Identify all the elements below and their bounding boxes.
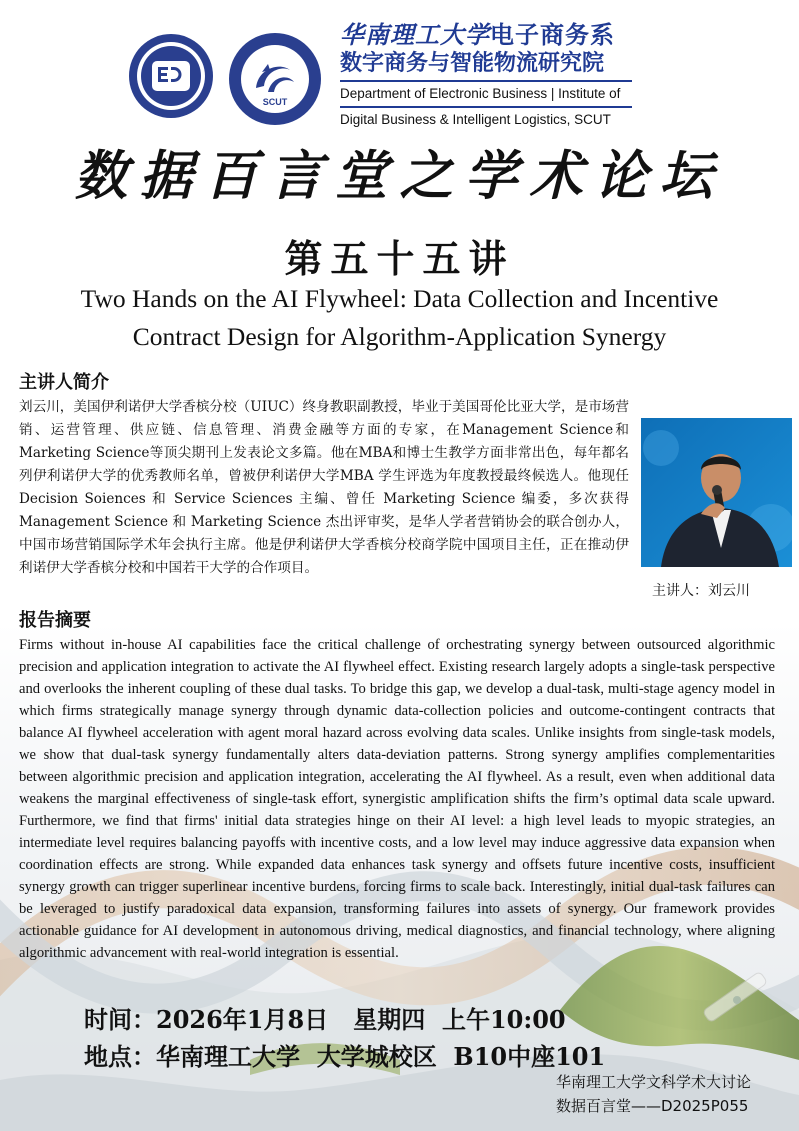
event-time <box>84 1000 566 1035</box>
footer-line1: 华南理工大学文科学术大讨论 <box>556 1073 752 1091</box>
forum-title: 数据百言堂之学术论坛 <box>74 146 725 207</box>
institute-name-en-line2: Digital Business & Intelligent Logistics, SCUT <box>340 112 611 127</box>
school-name: 华南理工大学 <box>340 20 490 49</box>
institution-block <box>340 20 640 130</box>
speaker-heading: 主讲人简介 <box>19 372 109 393</box>
speaker-photo <box>641 418 792 567</box>
institute-logo-text: SCUT <box>262 97 288 107</box>
divider <box>340 80 632 82</box>
time-value: 2026年1月8日 星期四 上午10:00 <box>156 1005 566 1034</box>
time-label: 时间： <box>84 1005 156 1034</box>
abstract-text: Firms without in-house AI capabilities face the critical challenge of orchestrating synergy between outsourced algorithmic precision and application integration to activate the AI flywheel effect. Existing research largely adopts a single-task perspective and overlooks the inherent coupling of these dual tasks. To bridge this gap, we develop a dual-task, multi-stage agency model in which firms strategically manage synergy through dynamic data-collection policies and outcome-contingent contracts that balance AI flywheel acceleration with agent moral hazard across evolving data scales. Unlike insights from single-task models, we show that dual-task synergy fundamentally alters data-deviation patterns. Strong synergy amplifies complementarities between algorithmic precision and application integration, accelerating the AI flywheel. As a result, even when additional data weakens the marginal effectiveness of single-task effort, synergistic amplification shifts the firm’s optimal data scale upward. Furthermore, we find that firms' initial data strategies hinge on their AI level: a high level leads to myopic strategies, an intermediate level requires balancing payoffs with incentive costs, and a low level may induce aggressive data expansion when coordination effects are strong. While expanded data enhances task synergy and offsets future incentive costs, insufficient synergy growth can trigger superlinear incentive burdens, forcing firms to scale back. Interestingly, initial dual-task failures can be leveraged to justify paradoxical data expansion, transforming failures into assets of synergy. Our framework provides actionable guidance for AI development in autonomous driving, medical diagnostics, and financial technology, where aligning algorithmic advancement with real-world integration is essential. <box>19 637 775 961</box>
talk-title-line1: Two Hands on the AI Flywheel: Data Collection and Incentive <box>80 284 719 313</box>
speaker-caption: 主讲人：刘云川 <box>652 583 750 599</box>
footer-line2: 数据百言堂——D2025P055 <box>556 1097 749 1115</box>
institute-name-cn: 数字商务与智能物流研究院 <box>340 51 605 76</box>
talk-title-line2: Contract Design for Algorithm-Application Synergy <box>132 322 667 351</box>
place-label: 地点： <box>84 1042 156 1071</box>
speaker-bio: 刘云川，美国伊利诺伊大学香槟分校（UIUC）终身教职副教授，毕业于美国哥伦比亚大学，是市场营销、运营管理、供应链、信息管理、消费金融等方面的专家，在Management Science和Marketing Science等顶尖期刊上发表论文多篇。他在MBA和博士生教学方面非常出色，每年都名列伊利诺伊大学的优秀教师名单，曾被伊利诺伊大学MBA 学生评选为年度教授最终候选人。他现任Decision Soiences 和 Service Sciences 主编、曾任 Marketing Science 编委，多次获得Management Science 和 Marketing Science 杰出评审奖，是华人学者营销协会的联合创办人，中国市场营销国际学术年会执行主席。他是伊利诺伊大学香槟分校商学院中国项目主任，正在推动伊利诺伊大学香槟分校和中国若干大学的合作项目。 <box>19 399 629 576</box>
lecture-number: 第五十五讲 <box>284 236 515 281</box>
department-name: 电子商务系 <box>490 20 615 49</box>
ebusiness-logo-icon <box>128 33 214 119</box>
abstract-heading: 报告摘要 <box>19 610 91 631</box>
talk-title <box>0 280 799 356</box>
event-place <box>84 1037 605 1072</box>
institute-name-en-line1: Department of Electronic Business | Institute of <box>340 86 621 101</box>
institute-logo-icon <box>228 32 322 126</box>
divider <box>340 106 632 108</box>
place-value: 华南理工大学 大学城校区 B10中座101 <box>156 1042 606 1071</box>
